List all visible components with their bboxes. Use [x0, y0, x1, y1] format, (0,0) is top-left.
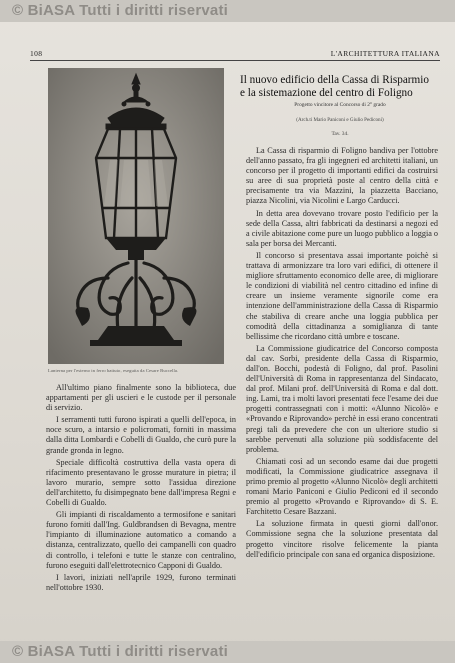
watermark-banner-bottom [0, 641, 455, 663]
plate-reference: Tav. 34. [331, 131, 349, 137]
paragraph: Gli impianti di riscaldamento a termosifone e sanitari furono forniti dall'Ing. Guldbrandsen di Bevagna, mentre l'impianto di illuminazione automatico a comando a distanza, centralizzato, quello dei campanelli con quadro di controllo, i telefoni e tutte le stanze con centralino, furono eseguiti dall'elettrotecnico Capponi di Gualdo. [46, 510, 236, 570]
article-subtitle: Progetto vincitore al Concorso di 2° grado [294, 102, 386, 108]
paragraph: All'ultimo piano finalmente sono la biblioteca, due appartamenti per gli uscieri e le custode per il personale di servizio. [46, 383, 236, 413]
paragraph: Il concorso si presentava assai importante poichè si trattava di armonizzare tra loro vari edifici, di ottenere il migliore sfruttamento economico delle aree, di migliorare le condizioni di viabilità nel centro cittadino ed infine di creare un insieme veramente signorile come era intenzione dell'amministrazione della Cassa di Risparmio che stabiliva di creare anche una loggia pubblica per comodità della cittadinanza a somiglianza di tante bellissime che ricordano città umbre e toscane. [246, 250, 438, 341]
journal-title: L'ARCHITETTURA ITALIANA [330, 49, 440, 58]
watermark-banner-top [0, 0, 455, 22]
page-number: 108 [30, 49, 43, 58]
paragraph: Chiamati così ad un secondo esame dai due progetti modificati, la Commissione giudicatrice assegnava il primo premio al progetto «Alunno Nicolò» degli architetti romani Mario Paniconi e Giulio Pediconi ed il secondo premio al progetto «Provando e Riprovando» di S. E. Farchitetto Cesare Bazzani. [246, 456, 438, 517]
paragraph: La Commissione giudicatrice del Concorso composta dal cav. Sorbi, presidente della Cassa di Risparmio, dall'on. Bocchi, podestà di Foligno, dal prof. Pasolini dell'Università di Roma in rappresentanza del Sindacato, dal prof. Milani prof. dell'Università di Roma e dal dott. ing. Lami, tra i molti lavori presentati fece l'esame dei due progetti contrassegnati con i motti: «Alunno Nicolò» e «Provando e Riprovando» perchè in essi erano concentrati pregi tali da prevedere che con un ulteriore studio si sarebbe pervenuti alla soluzione più soddisfacente del problema. [246, 343, 438, 454]
article-title [240, 74, 452, 100]
article-authors: (Arch.ti Mario Paniconi e Giulio Pediconi) [296, 117, 384, 123]
lantern-photograph [48, 68, 224, 364]
lantern-illustration [48, 68, 224, 364]
paragraph: Speciale difficoltà costruttiva della vasta opera di rifacimento presentavano le grosse murature in pietra; il lavoro murario, sempre sotto l'assidua direzione dell'architetto, fu disimpegnato bene dall'impresa Regni e Cobelli di Gualdo. [46, 457, 236, 508]
paragraph: La soluzione firmata in questi giorni dall'onor. Commissione segna che la soluzione presentata dal progetto vincitore risolve felicemente la pianta dell'edificio principale con sana ed organica disposizione. [246, 519, 438, 559]
text-column-right [246, 146, 438, 562]
paragraph: I lavori, iniziati nell'aprile 1929, furono terminati nell'ottobre 1930. [46, 572, 236, 592]
paragraph: In detta area dovevano trovare posto l'edificio per la sede della Cassa, altri fabbricati da destinarsi a negozi ed a civile abitazione come pure un luogo pubblico a loggia o sala per borsa dei Mercanti. [246, 208, 438, 248]
watermark-text: © BiASA Tutti i diritti riservati [12, 643, 229, 660]
paragraph: La Cassa di risparmio di Foligno bandiva per l'ottobre dell'anno passato, fra gli ingegneri ed architetti italiani, un concorso per il progetto di importanti edifici da costruirsi su aree di sua proprietà poste al centro della città e precisamente tra via Mazzini, la piazzetta Bacciano, piazza Nicolini, via Nicolini e Largo Carducci. [246, 146, 438, 206]
page-header [30, 46, 440, 61]
text-column-left [46, 383, 236, 595]
article-title-line-2: e la sistemazione del centro di Foligno [240, 87, 413, 99]
figure-caption: Lanterna per l'esterno in ferro battuto, eseguita da Cesare Buccella. [48, 368, 179, 373]
paragraph: I serramenti tutti furono ispirati a quelli dell'epoca, in noce scuro, a intarsio e policromati, forniti in massima dalla ditta Lombardi e Cobelli di Gualdo, che curò pure la grande gronda in legno. [46, 415, 236, 455]
watermark-text: © BiASA Tutti i diritti riservati [12, 2, 229, 19]
article-title-line-1: Il nuovo edificio della Cassa di Risparmio [240, 74, 429, 86]
